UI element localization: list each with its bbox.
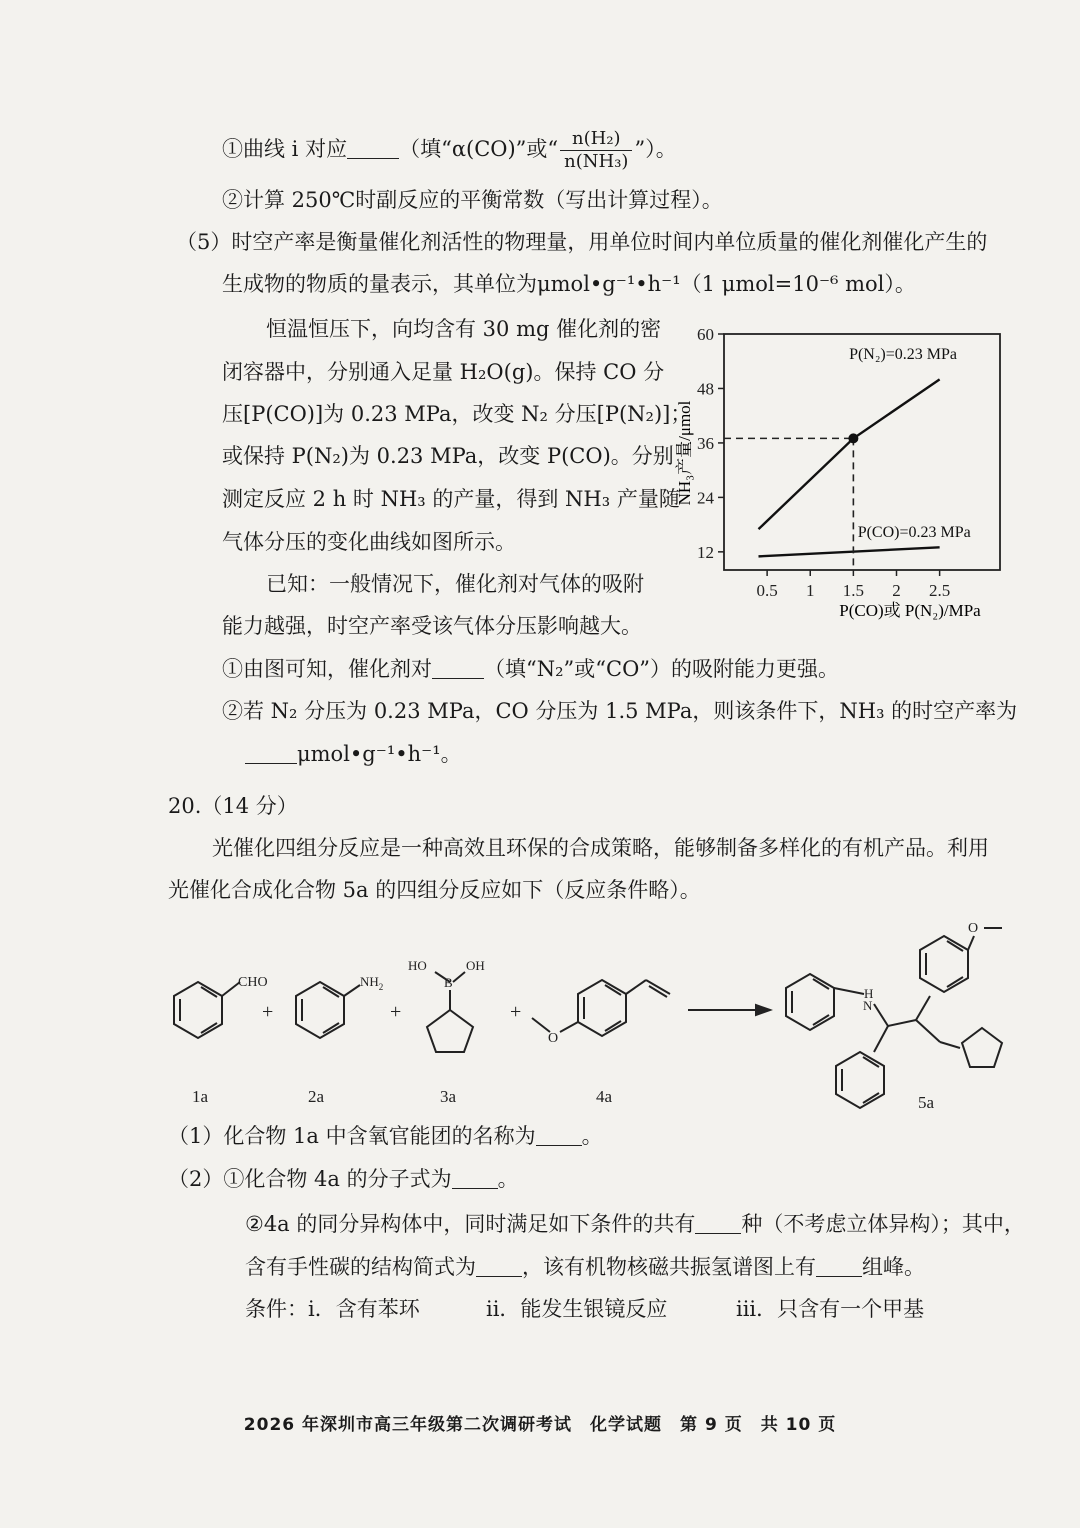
oxygen-label: O bbox=[968, 921, 979, 936]
unit-text: μmol•g⁻¹•h⁻¹。 bbox=[297, 742, 462, 766]
q20-2-1-line bbox=[168, 1165, 519, 1193]
series-label-pco: P(CO)=0.23 MPa bbox=[857, 523, 971, 541]
q19-5-line2: 生成物的物质的量表示，其单位为μmol•g⁻¹•h⁻¹（1 μmol=10⁻⁶ mol）。 bbox=[222, 272, 916, 296]
compound-label-5a: 5a bbox=[918, 1093, 935, 1112]
condition-3: iii．只含有一个甲基 bbox=[736, 1297, 925, 1321]
fraction-denominator: n(NH₃) bbox=[564, 151, 629, 172]
desc-line: 压[P(CO)]为 0.23 MPa，改变 N₂ 分压[P(N₂)]； bbox=[222, 402, 692, 426]
compound-label-2a: 2a bbox=[308, 1087, 325, 1106]
desc-line: 测定反应 2 h 时 NH₃ 的产量，得到 NH₃ 产量随 bbox=[222, 487, 680, 511]
nitrogen-label: N bbox=[863, 998, 873, 1013]
ho-label: HO bbox=[408, 958, 427, 973]
q20-2-1-prefix: （2）①化合物 4a 的分子式为 bbox=[168, 1167, 452, 1191]
series-line-2 bbox=[759, 547, 940, 556]
methoxystyrene-structure bbox=[532, 980, 670, 1036]
mole-ratio-fraction bbox=[560, 128, 632, 173]
desc-line: 闭容器中，分别通入足量 H₂O(g)。保持 CO 分 bbox=[222, 360, 665, 384]
answer-blank[interactable] bbox=[476, 1254, 522, 1277]
q20-2-2-end: 组峰。 bbox=[862, 1255, 925, 1279]
q20-header: 20.（14 分） bbox=[168, 794, 298, 818]
x-tick-label: 1.5 bbox=[842, 581, 864, 600]
q20-1-prefix: （1）化合物 1a 中含氧官能团的名称为 bbox=[168, 1124, 536, 1148]
answer-blank[interactable] bbox=[347, 136, 399, 159]
series-line-1 bbox=[759, 379, 940, 529]
answer-blank[interactable] bbox=[695, 1211, 741, 1234]
compound-label-1a: 1a bbox=[192, 1087, 209, 1106]
x-tick-label: 2.5 bbox=[929, 581, 951, 600]
q20-2-2-hint: 种（不考虑立体异构）；其中， bbox=[741, 1212, 1025, 1236]
reaction-scheme bbox=[150, 910, 1050, 1120]
x-tick-label: 2 bbox=[892, 581, 901, 600]
q19-5-line1: （5）时空产率是衡量催化剂活性的物理量，用单位时间内单位质量的催化剂催化产生的 bbox=[176, 230, 988, 254]
oxygen-label: O bbox=[548, 1031, 559, 1046]
plus-sign: + bbox=[262, 1001, 274, 1023]
y-tick-label: 48 bbox=[697, 379, 714, 399]
plus-sign: + bbox=[390, 1001, 402, 1023]
y-tick-label: 24 bbox=[697, 488, 714, 508]
plot-area bbox=[697, 325, 971, 600]
q20-1-end: 。 bbox=[581, 1124, 603, 1148]
plus-sign: + bbox=[510, 1001, 522, 1023]
fraction-numerator: n(H₂) bbox=[560, 128, 632, 151]
answer-blank[interactable] bbox=[432, 656, 484, 679]
x-axis-label: P(CO)或 P(N₂)/MPa bbox=[839, 601, 981, 620]
q20-intro-line1: 光催化四组分反应是一种高效且环保的合成策略，能够制备多样化的有机产品。利用 bbox=[212, 836, 989, 860]
q20-1-line bbox=[168, 1122, 603, 1150]
aniline-structure bbox=[296, 982, 360, 1038]
cho-label: CHO bbox=[238, 975, 268, 990]
known-line1: 已知：一般情况下，催化剂对气体的吸附 bbox=[266, 572, 644, 596]
nh2-label: $NH_2$ bbox=[360, 974, 384, 992]
condition-2: ii．能发生银镜反应 bbox=[486, 1297, 668, 1321]
q20-2-2-mid: ，该有机物核磁共振氢谱图上有 bbox=[522, 1255, 816, 1279]
answer-blank[interactable] bbox=[816, 1254, 862, 1277]
q20-2-1-end: 。 bbox=[497, 1167, 519, 1191]
nh3-yield-chart bbox=[660, 318, 1020, 628]
q19-4-1-line bbox=[222, 128, 677, 173]
desc-line: 气体分压的变化曲线如图所示。 bbox=[222, 530, 516, 554]
desc-line: 恒温恒压下，向均含有 30 mg 催化剂的密 bbox=[266, 317, 662, 341]
compound-label-4a: 4a bbox=[596, 1087, 613, 1106]
q20-2-2-line2 bbox=[245, 1253, 925, 1281]
q20-2-2-prefix2: 含有手性碳的结构简式为 bbox=[245, 1255, 476, 1279]
q19-5-1-line bbox=[222, 655, 839, 683]
q19-5-1-hint: （填“N₂”或“CO”）的吸附能力更强。 bbox=[484, 657, 840, 681]
nh-h-label: H bbox=[864, 986, 874, 1001]
x-tick-label: 0.5 bbox=[756, 581, 778, 600]
boron-label: B bbox=[444, 975, 453, 990]
q20-2-2-prefix: ②4a 的同分异构体中，同时满足如下条件的共有 bbox=[245, 1212, 696, 1236]
y-tick-label: 36 bbox=[697, 433, 714, 453]
q19-5-2-line1: ②若 N₂ 分压为 0.23 MPa，CO 分压为 1.5 MPa，则该条件下，NH₃ 的时空产率为 bbox=[222, 699, 1018, 723]
q19-4-2-text: ②计算 250℃时副反应的平衡常数（写出计算过程）。 bbox=[222, 188, 723, 212]
compound-label-3a: 3a bbox=[440, 1087, 457, 1106]
series-label-pn2: P(N₂)=0.23 MPa bbox=[849, 345, 957, 363]
q19-5-2-line2 bbox=[245, 740, 462, 768]
product-structure bbox=[786, 928, 1002, 1108]
data-point-marker bbox=[848, 433, 858, 443]
q20-intro-line2: 光催化合成化合物 5a 的四组分反应如下（反应条件略）。 bbox=[168, 878, 701, 902]
x-tick-label: 1 bbox=[806, 581, 815, 600]
y-axis-label: NH₃产量/μmol bbox=[675, 400, 694, 506]
page-footer: 2026 年深圳市高三年级第二次调研考试 化学试题 第 9 页 共 10 页 bbox=[243, 1415, 837, 1435]
q19-4-1-end: ”）。 bbox=[634, 137, 677, 161]
q19-4-1-hint: （填“α(CO)”或“ bbox=[399, 137, 559, 161]
answer-blank[interactable] bbox=[536, 1123, 582, 1146]
q19-5-1-prefix: ①由图可知，催化剂对 bbox=[222, 657, 432, 681]
q20-2-2-line1 bbox=[245, 1210, 1025, 1238]
reaction-arrow bbox=[688, 1005, 770, 1015]
desc-line: 或保持 P(N₂)为 0.23 MPa，改变 P(CO)。分别 bbox=[222, 444, 674, 468]
benzaldehyde-structure bbox=[174, 982, 240, 1038]
oh-label: OH bbox=[466, 958, 485, 973]
condition-1: 条件：i．含有苯环 bbox=[245, 1297, 420, 1321]
known-line2: 能力越强，时空产率受该气体分压影响越大。 bbox=[222, 614, 642, 638]
answer-blank[interactable] bbox=[245, 741, 297, 764]
answer-blank[interactable] bbox=[452, 1166, 498, 1189]
q19-4-1-prefix: ①曲线 i 对应 bbox=[222, 137, 348, 161]
y-tick-label: 12 bbox=[697, 542, 714, 562]
y-tick-label: 60 bbox=[697, 325, 714, 344]
